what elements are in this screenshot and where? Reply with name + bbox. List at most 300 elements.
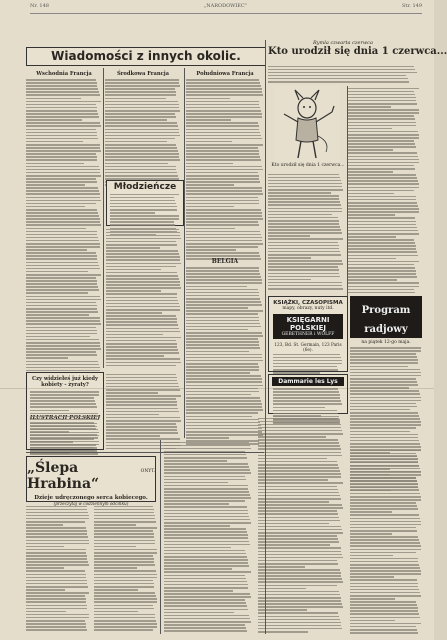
- text-line: [258, 575, 341, 577]
- text-line: [164, 457, 247, 459]
- text-line: [350, 573, 421, 575]
- text-line: [26, 354, 97, 356]
- text-line: [164, 559, 248, 561]
- shop-sub: GEBETHNER i WOLFF: [281, 332, 335, 337]
- text-line: [268, 273, 339, 275]
- text-line: [350, 393, 420, 395]
- text-line: [26, 209, 97, 211]
- text-line: [348, 199, 416, 201]
- text-line: [26, 271, 88, 273]
- text-line: [26, 234, 97, 236]
- text-line: [258, 482, 343, 484]
- text-line: [106, 315, 176, 317]
- text-line: [105, 113, 175, 115]
- text-line: [186, 132, 260, 134]
- text-line: [26, 330, 97, 332]
- text-line: [105, 135, 180, 137]
- text-line: [164, 590, 233, 592]
- text-line: [268, 229, 341, 231]
- text-line: [258, 541, 339, 543]
- text-line: [186, 169, 263, 171]
- text-line: [186, 150, 259, 152]
- text-line: [164, 500, 245, 502]
- text-line: [350, 400, 421, 402]
- text-line: [186, 104, 259, 106]
- text-line: [105, 94, 176, 96]
- text-line: [348, 264, 414, 266]
- dammarie-ad: [268, 374, 348, 414]
- column-rule: [103, 68, 104, 368]
- section-rule: [26, 452, 264, 453]
- text-line: [350, 480, 417, 482]
- text-line: [26, 527, 86, 529]
- text-line: [350, 424, 421, 426]
- text-line: [186, 224, 259, 226]
- text-line: [106, 362, 181, 364]
- text-line: [186, 206, 234, 208]
- text-line: [94, 605, 153, 607]
- caption-text: Kto urodził się dnia 1 czerwca...: [271, 163, 345, 168]
- column-srodkowa-cont: [106, 227, 182, 367]
- text-line: [30, 444, 96, 446]
- text-line: [110, 215, 179, 217]
- text-line: [105, 85, 180, 87]
- text-line: [350, 381, 417, 383]
- text-line: [268, 211, 342, 213]
- text-line: [106, 358, 180, 360]
- column-rule: [265, 40, 266, 634]
- text-line: [106, 328, 179, 330]
- text-line: [258, 603, 342, 605]
- text-line: [26, 255, 97, 257]
- text-line: [164, 469, 250, 471]
- text-line: [258, 547, 341, 549]
- text-line: [350, 564, 419, 566]
- devil-illustration: [274, 86, 340, 162]
- text-line: [26, 506, 87, 508]
- text-line: [348, 106, 391, 108]
- text-line: [26, 125, 101, 127]
- urodzil-intro: [268, 64, 418, 84]
- text-line: [186, 237, 262, 239]
- text-line: [106, 392, 158, 394]
- text-line: [268, 232, 342, 234]
- text-line: [350, 601, 416, 603]
- text-line: [30, 406, 97, 408]
- text-line: [26, 567, 64, 569]
- text-line: [26, 274, 101, 276]
- text-line: [268, 214, 332, 216]
- text-line: [30, 419, 99, 421]
- text-line: [350, 418, 420, 420]
- text-line: [186, 375, 261, 377]
- text-line: [105, 125, 178, 127]
- body-col-3: [164, 440, 252, 634]
- text-line: [186, 82, 260, 84]
- text-line: [258, 445, 340, 447]
- text-line: [26, 258, 97, 260]
- text-line: [186, 397, 260, 399]
- text-line: [350, 610, 418, 612]
- text-line: [110, 221, 174, 223]
- text-line: [348, 143, 415, 145]
- text-line: [26, 299, 101, 301]
- text-line: [94, 617, 155, 619]
- text-line: [26, 228, 86, 230]
- text-line: [30, 447, 97, 449]
- text-line: [106, 309, 180, 311]
- text-line: [110, 200, 175, 202]
- text-line: [105, 98, 166, 100]
- text-line: [26, 156, 97, 158]
- text-line: [106, 349, 178, 351]
- text-line: [350, 579, 417, 581]
- text-line: [350, 412, 418, 414]
- text-line: [348, 137, 419, 139]
- text-line: [258, 479, 328, 481]
- text-line: [26, 583, 87, 585]
- text-line: [273, 413, 338, 415]
- text-line: [348, 168, 415, 170]
- radio-date: na piątek 12-go maja.: [361, 340, 411, 345]
- text-line: [94, 533, 154, 535]
- text-line: [350, 598, 395, 600]
- text-line: [258, 551, 341, 553]
- text-line: [106, 340, 176, 342]
- text-line: [106, 235, 180, 237]
- text-line: [26, 163, 84, 165]
- text-line: [350, 530, 417, 532]
- text-line: [258, 622, 341, 624]
- text-line: [26, 79, 96, 81]
- text-line: [186, 298, 260, 300]
- text-line: [350, 378, 416, 380]
- text-line: [350, 508, 418, 510]
- text-line: [94, 567, 137, 569]
- text-line: [106, 253, 179, 255]
- text-line: [186, 335, 263, 337]
- text-line: [258, 628, 342, 630]
- text-line: [164, 547, 231, 549]
- text-line: [258, 467, 339, 469]
- text-line: [350, 474, 421, 476]
- text-line: [26, 249, 87, 251]
- text-line: [30, 394, 99, 396]
- column-poludniowa: [186, 68, 264, 253]
- text-line: [350, 552, 416, 554]
- text-line: [350, 592, 420, 594]
- text-line: [268, 69, 415, 71]
- text-line: [26, 549, 86, 551]
- text-line: [186, 107, 260, 109]
- text-line: [350, 353, 416, 355]
- text-line: [348, 149, 393, 151]
- text-line: [94, 558, 154, 560]
- text-line: [268, 245, 339, 247]
- text-line: [26, 342, 100, 344]
- text-line: [164, 584, 248, 586]
- text-line: [186, 317, 259, 319]
- text-block: [27, 423, 103, 441]
- text-line: [106, 331, 180, 333]
- text-line: [26, 623, 86, 625]
- text-line: [26, 85, 97, 87]
- text-line: [350, 524, 421, 526]
- text-line: [164, 618, 250, 620]
- text-line: [26, 159, 97, 161]
- text-line: [186, 267, 259, 269]
- text-line: [348, 171, 393, 173]
- text-line: [348, 248, 416, 250]
- text-line: [350, 505, 417, 507]
- text-line: [273, 369, 338, 371]
- text-line: [258, 578, 342, 580]
- text-line: [348, 180, 418, 182]
- text-line: [164, 565, 249, 567]
- text-line: [186, 243, 263, 245]
- text-line: [164, 497, 251, 499]
- page-number-left: Nr. 148: [30, 3, 49, 9]
- text-line: [350, 471, 421, 473]
- text-line: [30, 429, 98, 431]
- text-line: [106, 278, 179, 280]
- text-line: [26, 367, 100, 369]
- text-line: [106, 256, 180, 258]
- text-line: [26, 564, 89, 566]
- text-line: [106, 380, 177, 382]
- text-line: [350, 586, 418, 588]
- text-line: [94, 549, 157, 551]
- text-line: [106, 275, 178, 277]
- text-line: [268, 223, 339, 225]
- text-block: [350, 450, 422, 634]
- text-line: [258, 619, 340, 621]
- text-line: [186, 381, 262, 383]
- text-line: [26, 605, 87, 607]
- text-line: [258, 517, 339, 519]
- text-line: [186, 190, 262, 192]
- text-line: [94, 577, 157, 579]
- text-line: [94, 583, 154, 585]
- text-line: [186, 378, 262, 380]
- body-col-5: [350, 448, 422, 634]
- text-line: [258, 554, 342, 556]
- text-line: [350, 595, 421, 597]
- text-line: [348, 190, 414, 192]
- text-line: [30, 413, 98, 415]
- text-line: [106, 404, 177, 406]
- text-line: [268, 81, 409, 83]
- text-line: [350, 558, 418, 560]
- text-line: [26, 203, 96, 205]
- text-line: [186, 125, 259, 127]
- text-line: [106, 244, 177, 246]
- text-line: [350, 453, 416, 455]
- text-line: [26, 280, 97, 282]
- text-line: [164, 571, 251, 573]
- text-line: [350, 406, 417, 408]
- text-line: [106, 290, 161, 292]
- text-line: [348, 255, 418, 257]
- text-line: [186, 221, 258, 223]
- text-line: [186, 360, 263, 362]
- text-line: [94, 555, 153, 557]
- subhead-poludniowa: Południowa Francja: [196, 71, 254, 77]
- text-line: [268, 251, 340, 253]
- text-line: [350, 431, 410, 433]
- text-line: [350, 465, 419, 467]
- text-line: [26, 215, 99, 217]
- text-line: [348, 115, 414, 117]
- text-line: [26, 132, 97, 134]
- text-line: [186, 218, 263, 220]
- text-line: [30, 453, 98, 455]
- text-line: [164, 522, 251, 524]
- text-line: [105, 110, 180, 112]
- text-line: [30, 403, 96, 405]
- text-line: [186, 113, 262, 115]
- text-line: [348, 97, 416, 99]
- text-line: [350, 375, 421, 377]
- text-line: [164, 596, 251, 598]
- text-line: [30, 426, 97, 428]
- text-line: [268, 288, 343, 290]
- text-line: [26, 305, 97, 307]
- text-line: [186, 338, 258, 340]
- text-line: [105, 141, 167, 143]
- text-line: [186, 91, 262, 93]
- text-line: [350, 403, 416, 405]
- text-line: [26, 580, 87, 582]
- text-line: [106, 352, 179, 354]
- text-line: [94, 611, 138, 613]
- text-line: [26, 110, 97, 112]
- subhead-wschodnia: Wschodnia Francja: [36, 71, 92, 77]
- text-line: [30, 397, 94, 399]
- text-line: [348, 88, 419, 90]
- text-line: [164, 476, 245, 478]
- text-line: [186, 307, 248, 309]
- text-line: [348, 162, 419, 164]
- text-line: [258, 513, 338, 515]
- text-line: [105, 144, 176, 146]
- text-line: [348, 205, 418, 207]
- text-line: [186, 289, 258, 291]
- text-line: [26, 166, 99, 168]
- text-line: [110, 209, 177, 211]
- text-line: [350, 484, 418, 486]
- text-line: [350, 362, 418, 364]
- text-line: [348, 227, 417, 229]
- text-line: [258, 464, 338, 466]
- text-line: [30, 410, 69, 412]
- text-line: [348, 159, 419, 161]
- text-line: [348, 270, 416, 272]
- text-line: [186, 197, 258, 199]
- text-line: [26, 320, 100, 322]
- text-line: [26, 240, 99, 242]
- text-line: [273, 394, 340, 396]
- text-line: [26, 595, 85, 597]
- text-line: [186, 116, 262, 118]
- text-line: [268, 266, 338, 268]
- text-block: [106, 229, 182, 367]
- text-block: [269, 354, 347, 368]
- text-line: [106, 269, 161, 271]
- text-line: [164, 503, 229, 505]
- text-line: [186, 391, 259, 393]
- text-line: [105, 132, 179, 134]
- text-line: [348, 224, 416, 226]
- text-line: [350, 629, 417, 631]
- text-line: [348, 134, 419, 136]
- text-line: [258, 532, 343, 534]
- ksiazki-ad: [268, 296, 348, 372]
- text-line: [105, 119, 167, 121]
- text-line: [26, 147, 100, 149]
- text-line: [258, 430, 342, 432]
- text-line: [26, 122, 100, 124]
- radio-program: [350, 296, 422, 444]
- text-line: [105, 138, 175, 140]
- text-line: [105, 107, 179, 109]
- text-line: [105, 101, 178, 103]
- text-line: [350, 493, 420, 495]
- text-line: [94, 623, 157, 625]
- text-line: [258, 470, 340, 472]
- text-line: [186, 122, 258, 124]
- text-line: [186, 434, 263, 436]
- text-line: [258, 498, 341, 500]
- text-line: [348, 292, 415, 294]
- text-line: [106, 374, 176, 376]
- text-line: [164, 602, 246, 604]
- text-line: [258, 427, 341, 429]
- text-block: [27, 391, 103, 413]
- text-line: [26, 589, 65, 591]
- text-line: [258, 452, 341, 454]
- text-line: [164, 488, 248, 490]
- text-line: [26, 243, 100, 245]
- text-line: [268, 285, 342, 287]
- radio-title: Program radjowy: [361, 305, 411, 335]
- text-line: [186, 292, 259, 294]
- text-line: [26, 94, 100, 96]
- text-line: [186, 156, 260, 158]
- text-line: [26, 212, 98, 214]
- text-line: [26, 611, 66, 613]
- dammarie-title: Dammarie les Lys: [272, 377, 344, 386]
- text-line: [273, 363, 342, 365]
- text-line: [26, 327, 96, 329]
- text-line: [26, 361, 98, 363]
- text-line: [186, 200, 259, 202]
- text-line: [350, 437, 418, 439]
- text-line: [350, 545, 421, 547]
- text-line: [105, 88, 175, 90]
- column-rule: [347, 86, 348, 296]
- urodzil-right-text: [348, 86, 420, 296]
- text-line: [350, 384, 418, 386]
- text-line: [164, 510, 248, 512]
- text-line: [26, 193, 100, 195]
- text-block: [348, 88, 420, 294]
- text-line: [186, 228, 235, 230]
- text-line: [268, 180, 341, 182]
- text-line: [106, 398, 176, 400]
- text-line: [106, 324, 178, 326]
- text-line: [258, 489, 338, 491]
